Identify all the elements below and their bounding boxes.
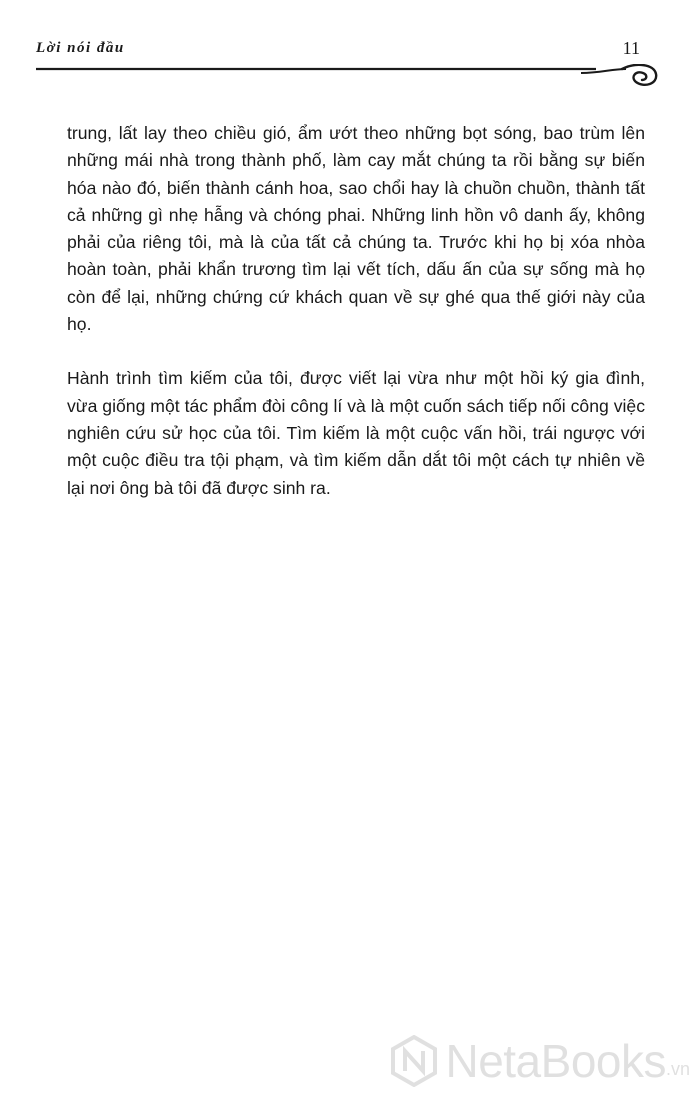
paragraph-1: trung, lất lay theo chiều gió, ẩm ướt theo những bọt sóng, bao trùm lên những mái nhà trong thành phố, làm cay mắt chúng ta rồi bằng sự biến hóa nào đó, biến thành cánh hoa, sao chổi hay là chuồn chuồn, thành tất cả những gì nhẹ hẫng và chóng phai. Những linh hồn vô danh ấy, không phải của riêng tôi, mà là của tất cả chúng ta. Trước khi họ bị xóa nhòa hoàn toàn, phải khẩn trương tìm lại vết tích, dấu ấn của sự sống mà họ còn để lại, những chứng cứ khách quan về sự ghé qua thế giới này của họ. [67,123,645,335]
watermark-suffix: .vn [665,1059,690,1079]
body-text [67,120,645,502]
header-ornament-rule [36,64,666,94]
running-header-title: Lời nói đầu [36,40,125,56]
page-number: 11 [622,38,640,58]
netabooks-logo-icon [391,1035,437,1087]
paragraph-2: Hành trình tìm kiếm của tôi, được viết lại vừa như một hồi ký gia đình, vừa giống một tác phẩm đòi công lí và là một cuốn sách tiếp nối công việc nghiên cứu sử học của tôi. Tìm kiếm là một cuộc vấn hồi, trái ngược với một cuộc điều tra tội phạm, và tìm kiếm dẫn dắt tôi một cách tự nhiên về lại nơi ông bà tôi đã được sinh ra. [67,368,645,498]
watermark [391,1034,690,1088]
watermark-brand: NetaBooks [445,1035,666,1087]
